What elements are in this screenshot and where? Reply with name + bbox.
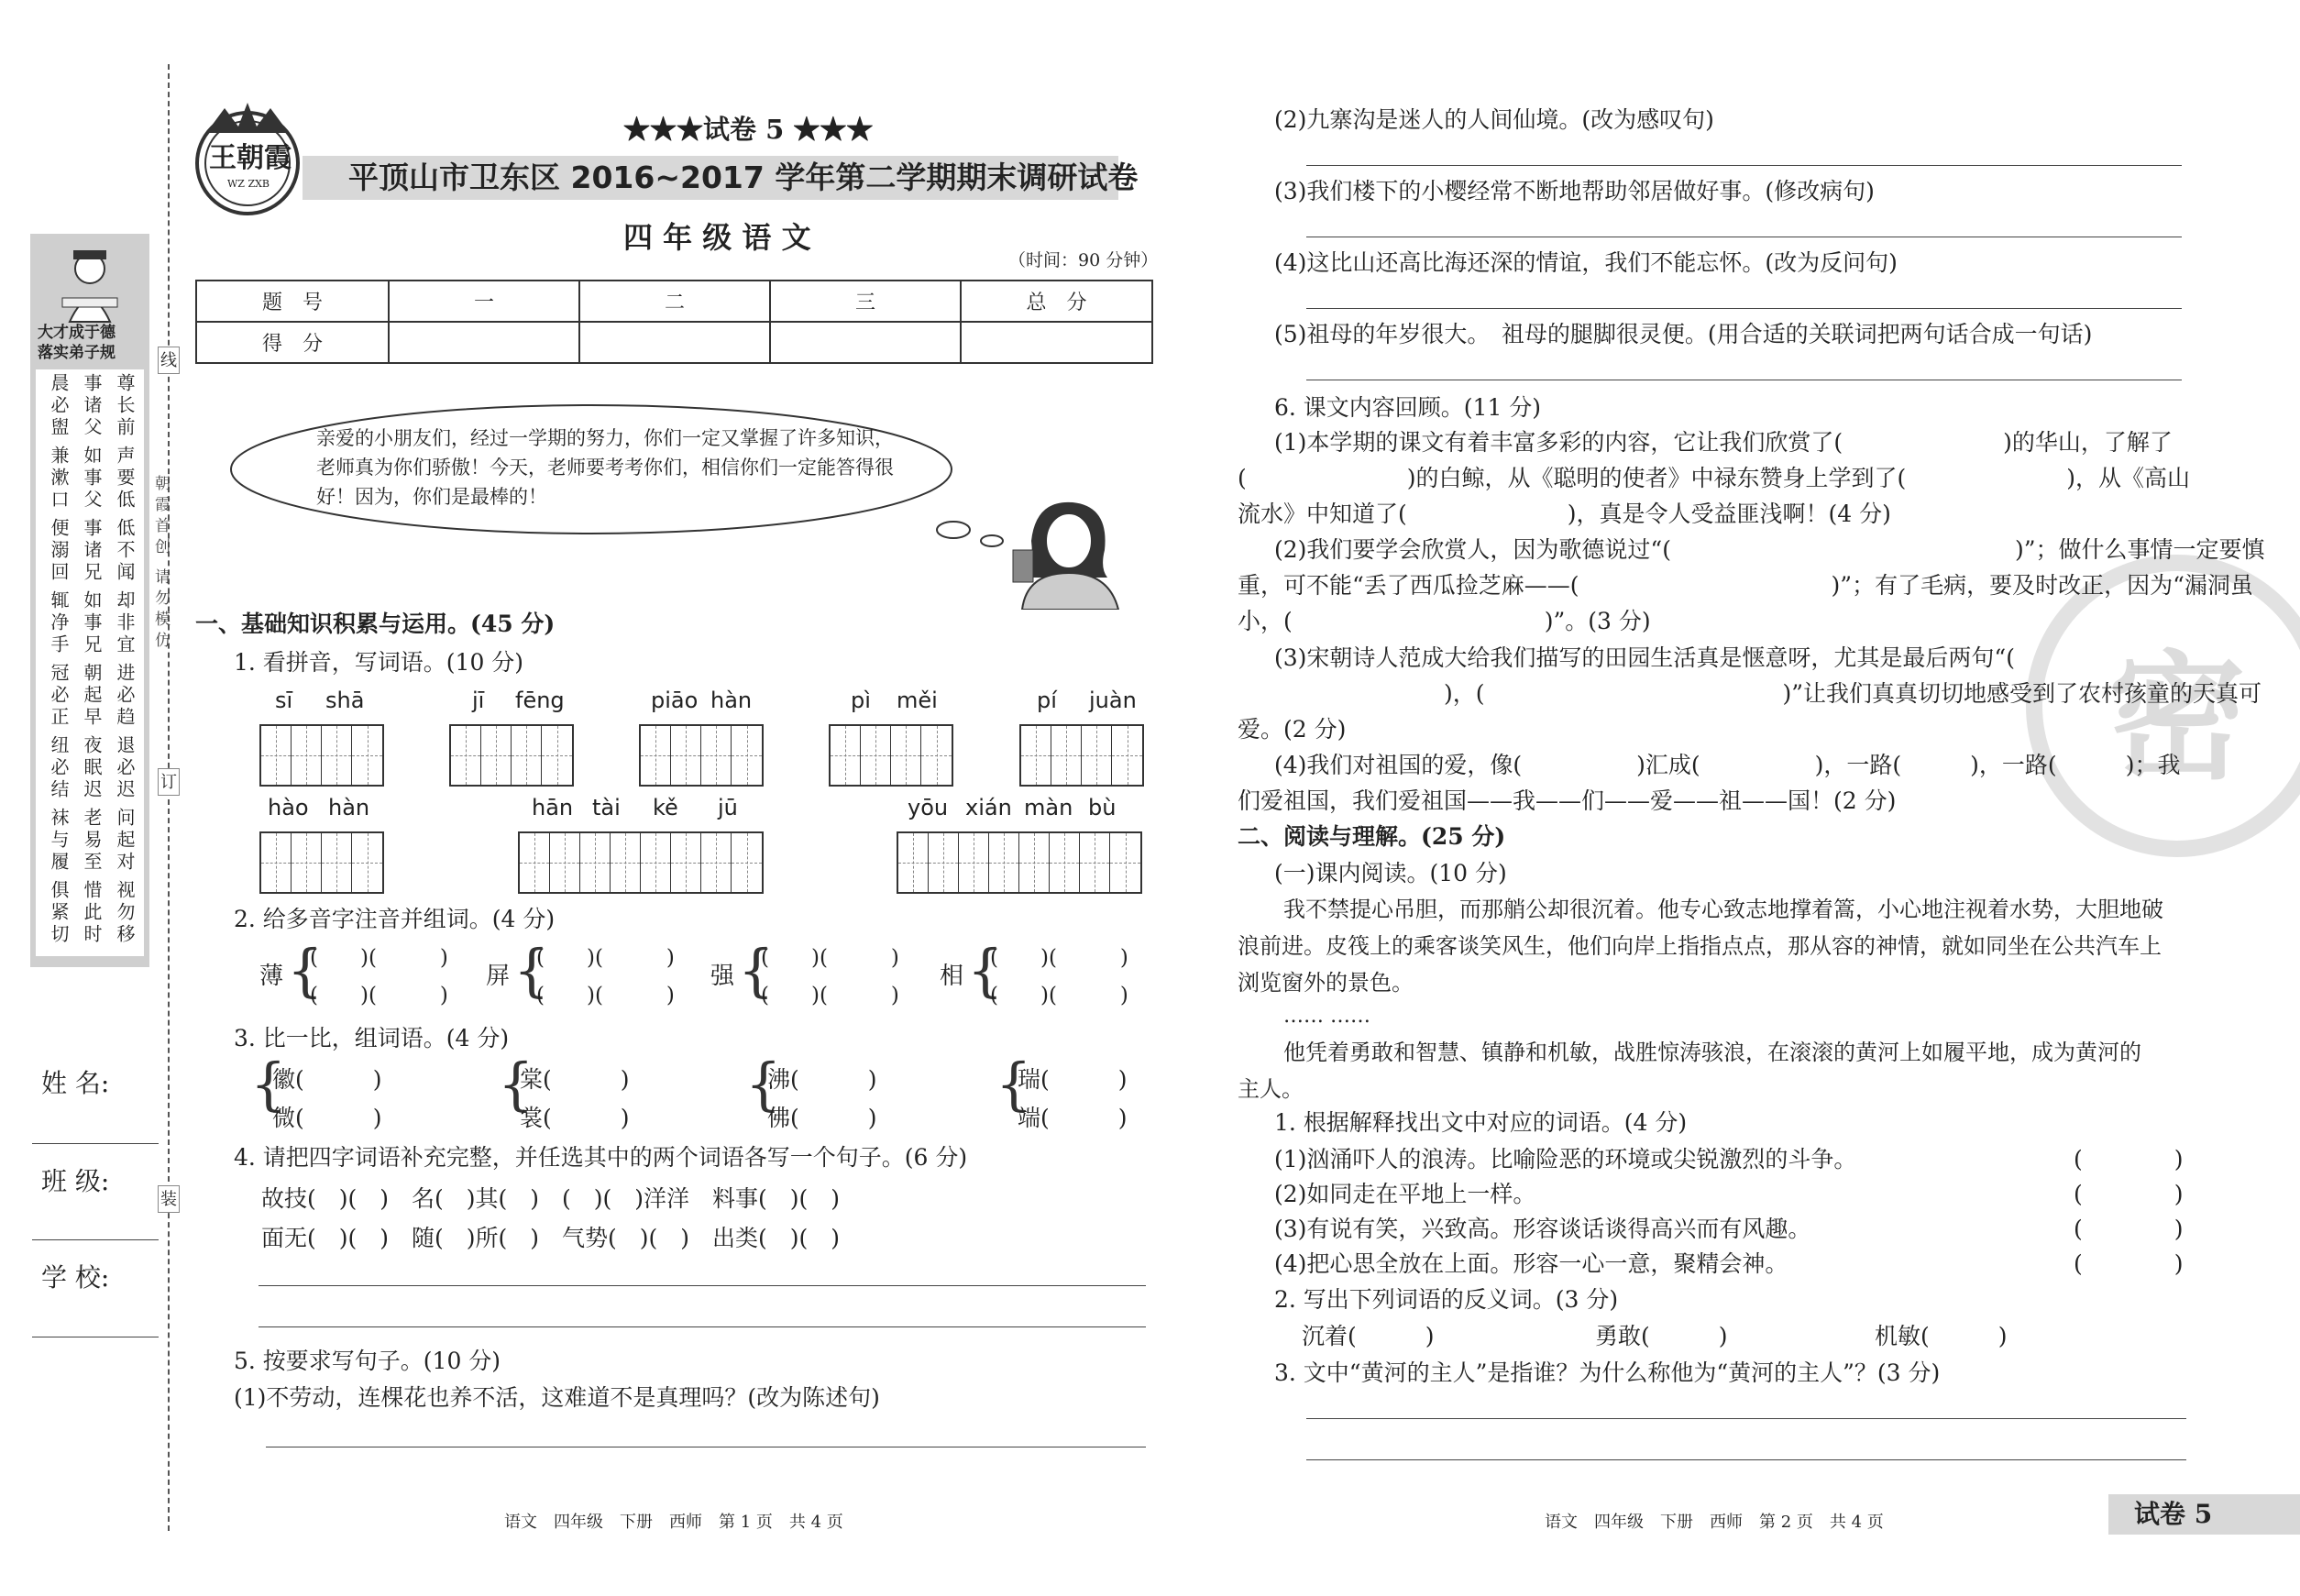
- q4-line-b[interactable]: 面无( )( ) 随( )所( ) 气势( )( ) 出类( )( ): [261, 1225, 841, 1251]
- polyphone-char-2: 强: [710, 963, 735, 990]
- q5-5: (5)祖母的年岁很大。 祖母的腿脚很灵便。(用合适的关联词把两句话合成一句话): [1274, 321, 2093, 347]
- grid-cell[interactable]: [352, 833, 382, 892]
- pinyin-13: tài: [592, 795, 621, 820]
- grid-cell[interactable]: [732, 833, 762, 892]
- q6-prompt: 6. 课文内容回顾。(11 分): [1274, 394, 1542, 421]
- sidebar-panel: [30, 234, 149, 967]
- grid-cell[interactable]: [671, 833, 701, 892]
- q3-prompt: 3. 比一比，组词语。(4 分): [234, 1025, 510, 1051]
- rule-text-22: 惜此时: [81, 880, 103, 946]
- grid-cell[interactable]: [831, 726, 861, 785]
- grid-cell[interactable]: [891, 726, 921, 785]
- exam-title: 平顶山市卫东区 2016~2017 学年第二学期期末调研试卷: [348, 160, 1139, 195]
- pinyin-5: hàn: [710, 688, 753, 713]
- grid-cell[interactable]: [292, 726, 322, 785]
- grid-cell[interactable]: [989, 833, 1019, 892]
- grid-cell[interactable]: [1051, 726, 1082, 785]
- rule-text-8: 低不闻: [114, 518, 136, 584]
- rq3-answer-2[interactable]: [1306, 1459, 2186, 1460]
- rq2-prompt: 2. 写出下列词语的反义词。(3 分): [1274, 1286, 1619, 1313]
- char-grid-2[interactable]: [639, 724, 764, 787]
- binding-line: [168, 64, 170, 1531]
- grid-cell[interactable]: [451, 726, 481, 785]
- stars-label: ★★★试卷 5 ★★★: [623, 114, 874, 145]
- char-grid-6[interactable]: [518, 831, 764, 894]
- q6-1-line2[interactable]: ( )的白鲸，从《聪明的使者》中禄东赞身上学到了( )，从《高山: [1238, 465, 2191, 491]
- q6-3-line1[interactable]: (3)宋朝诗人范成大给我们描写的田园生活真是惬意呀，尤其是最后两句“(: [1274, 644, 2015, 671]
- rq1-3: (3)有说有笑，兴致高。形容谈话谈得高兴而有风趣。: [1274, 1216, 1811, 1242]
- q5-1: (1)不劳动，连棵花也养不活，这难道不是真理吗？(改为陈述句): [234, 1384, 880, 1411]
- grid-cell[interactable]: [481, 726, 512, 785]
- q1-prompt: 1. 看拼音，写词语。(10 分): [234, 649, 524, 676]
- pinyin-0: sī: [275, 688, 293, 713]
- grid-cell[interactable]: [1021, 726, 1051, 785]
- pinyin-9: juàn: [1089, 688, 1137, 713]
- grid-cell[interactable]: [261, 726, 292, 785]
- char-grid-3[interactable]: [829, 724, 953, 787]
- pinyin-11: hàn: [328, 795, 370, 820]
- q6-4-line2: 们爱祖国，我们爱祖国——我——们——爱——祖——国！(2 分): [1238, 787, 1897, 814]
- grid-cell[interactable]: [261, 833, 292, 892]
- rule-text-12: 冠必正: [48, 663, 70, 729]
- antonym-2[interactable]: 勇敢( ): [1595, 1323, 1728, 1349]
- polyphone-char-0: 薄: [259, 963, 284, 990]
- section2-heading: 二、阅读与理解。(25 分): [1238, 823, 1506, 850]
- grid-cell[interactable]: [732, 726, 762, 785]
- polyphone-answer-1-a[interactable]: ( )( ): [536, 946, 675, 970]
- q2-prompt: 2. 给多音字注音并组词。(4 分): [234, 906, 556, 932]
- compare-4[interactable]: 沸( ): [767, 1066, 877, 1093]
- reading-1-heading: (一)课内阅读。(10 分): [1274, 860, 1507, 886]
- q6-3-line2[interactable]: )，( )”让我们真真切切地感受到了农村孩童的天真可: [1238, 680, 2262, 707]
- compare-1[interactable]: 微( ): [272, 1105, 382, 1131]
- name-line[interactable]: [32, 1143, 159, 1144]
- char-grid-1[interactable]: [449, 724, 574, 787]
- q4-answer-1[interactable]: [259, 1285, 1146, 1286]
- pinyin-8: pí: [1037, 688, 1057, 713]
- q6-1-line3[interactable]: 流水》中知道了( )，真是令人受益匪浅啊！(4 分): [1238, 501, 1891, 527]
- antonym-1[interactable]: 沉着( ): [1302, 1323, 1435, 1349]
- score-head-3: 三: [770, 281, 961, 322]
- pinyin-2: jī: [472, 688, 485, 713]
- brace-icon: {: [745, 1051, 782, 1117]
- rq1-1-answer[interactable]: ( ): [2074, 1146, 2184, 1172]
- score-cell-2[interactable]: [579, 322, 770, 363]
- grid-cell[interactable]: [542, 726, 572, 785]
- polyphone-answer-2-a[interactable]: ( )( ): [761, 946, 899, 970]
- rule-text-23: 视勿移: [114, 880, 136, 946]
- q5-2: (2)九寨沟是迷人的人间仙境。(改为感叹句): [1274, 106, 1714, 133]
- left-footer: 语文 四年级 下册 西师 第 1 页 共 4 页: [504, 1513, 843, 1532]
- q4-line-a[interactable]: 故技( )( ) 名( )其( ) ( )( )洋洋 料事( )( ): [261, 1185, 841, 1212]
- pinyin-6: pì: [851, 688, 871, 713]
- passage-line-3: 浏览窗外的景色。: [1238, 970, 1414, 996]
- rule-text-7: 事诸兄: [81, 518, 103, 584]
- grid-cell[interactable]: [322, 833, 352, 892]
- brace-icon: {: [287, 937, 324, 1004]
- rule-text-3: 兼漱口: [48, 446, 70, 512]
- pinyin-19: bù: [1088, 795, 1117, 820]
- pinyin-16: yōu: [908, 795, 949, 820]
- compare-6[interactable]: 瑞( ): [1018, 1066, 1128, 1093]
- copyright-1: 朝霞首创: [151, 475, 170, 559]
- q5-4: (4)这比山还高比海还深的情谊，我们不能忘怀。(改为反问句): [1274, 249, 1898, 276]
- grid-cell[interactable]: [898, 833, 929, 892]
- score-head-2: 二: [579, 281, 770, 322]
- grid-cell[interactable]: [929, 833, 959, 892]
- class-line[interactable]: [32, 1239, 159, 1240]
- passage-line-2: 浪前进。皮筏上的乘客谈笑风生，他们向岸上指指点点，那从容的神情，就如同坐在公共汽车上: [1238, 933, 2162, 959]
- rule-text-13: 朝起早: [81, 663, 103, 729]
- grid-cell[interactable]: [322, 726, 352, 785]
- score-table: [195, 280, 1153, 364]
- class-label: 班 级:: [41, 1166, 110, 1196]
- brace-icon: {: [996, 1051, 1032, 1117]
- rule-text-19: 老易至: [81, 808, 103, 874]
- passage-ellipsis: …… ……: [1283, 1005, 1370, 1028]
- score-head-1: 一: [389, 281, 579, 322]
- q5-3: (3)我们楼下的小樱经常不断地帮助邻居做好事。(修改病句): [1274, 178, 1875, 204]
- char-grid-0[interactable]: [259, 724, 384, 787]
- grid-cell[interactable]: [611, 833, 641, 892]
- polyphone-answer-2-b[interactable]: ( )( ): [761, 984, 899, 1007]
- teacher-icon: [1008, 495, 1128, 610]
- rule-text-17: 退必迟: [114, 735, 136, 801]
- pinyin-14: kě: [653, 795, 678, 820]
- rule-text-20: 问起对: [114, 808, 136, 874]
- passage-line-1: 我不禁提心吊胆，而那艄公却很沉着。他专心致志地撑着篙，小心地注视着水势，大胆地破: [1283, 897, 2163, 922]
- score-cell-1[interactable]: [389, 322, 579, 363]
- brace-icon: {: [738, 937, 775, 1004]
- motto-2: 落实弟子规: [38, 344, 116, 362]
- corner-label: 试卷 5: [2134, 1499, 2213, 1529]
- grid-cell[interactable]: [1082, 726, 1112, 785]
- q6-1-line1[interactable]: (1)本学期的课文有着丰富多彩的内容，它让我们欣赏了( )的华山，了解了: [1274, 429, 2173, 456]
- grid-cell[interactable]: [580, 833, 611, 892]
- polyphone-answer-3-b[interactable]: ( )( ): [990, 984, 1128, 1007]
- rule-text-14: 进必趋: [114, 663, 136, 729]
- rule-text-9: 辄净手: [48, 590, 70, 656]
- grid-cell[interactable]: [292, 833, 322, 892]
- watermark-seal: 密: [2026, 555, 2300, 857]
- rule-text-10: 如事兄: [81, 590, 103, 656]
- polyphone-char-3: 相: [940, 963, 964, 990]
- rule-text-18: 袜与履: [48, 808, 70, 874]
- seal-mark-top: 线: [158, 347, 180, 374]
- q6-2-line1[interactable]: (2)我们要学会欣赏人，因为歌德说过“( )”；做什么事情一定要慎: [1274, 536, 2265, 563]
- polyphone-answer-1-b[interactable]: ( )( ): [536, 984, 675, 1007]
- rule-text-6: 便溺回: [48, 518, 70, 584]
- grid-cell[interactable]: [352, 726, 382, 785]
- logo-sub: WZ ZXB: [227, 178, 270, 190]
- pinyin-7: měi: [897, 688, 938, 713]
- rule-text-0: 晨必盥: [48, 373, 70, 439]
- pinyin-10: hào: [268, 795, 309, 820]
- char-grid-4[interactable]: [1019, 724, 1144, 787]
- brace-icon: {: [513, 937, 550, 1004]
- score-cell-total[interactable]: [961, 322, 1152, 363]
- grid-cell[interactable]: [1050, 833, 1080, 892]
- rq1-1: (1)汹涌吓人的浪涛。比喻险恶的环境或尖锐激烈的斗争。: [1274, 1146, 1857, 1172]
- score-cell-3[interactable]: [770, 322, 961, 363]
- scholar-icon: [53, 241, 127, 324]
- rule-text-15: 纽必结: [48, 735, 70, 801]
- grid-cell[interactable]: [671, 726, 701, 785]
- seal-mark-bot: 装: [158, 1185, 180, 1213]
- rq1-2: (2)如同走在平地上一样。: [1274, 1181, 1536, 1207]
- pinyin-4: piāo: [651, 688, 699, 713]
- grid-cell[interactable]: [520, 833, 550, 892]
- grid-cell[interactable]: [921, 726, 952, 785]
- grid-cell[interactable]: [641, 833, 671, 892]
- rule-text-11: 却非宜: [114, 590, 136, 656]
- passage-line-5: 主人。: [1238, 1076, 1304, 1102]
- rq3-answer-1[interactable]: [1306, 1418, 2186, 1419]
- q5-2-answer[interactable]: [1306, 165, 2182, 166]
- polyphone-answer-3-a[interactable]: ( )( ): [990, 946, 1128, 970]
- polyphone-answer-0-b[interactable]: ( )( ): [310, 984, 448, 1007]
- pinyin-17: xián: [965, 795, 1012, 820]
- rule-text-21: 俱紧切: [48, 880, 70, 946]
- q5-4-answer[interactable]: [1306, 308, 2182, 309]
- grid-cell[interactable]: [1112, 726, 1142, 785]
- rule-text-4: 如事父: [81, 446, 103, 512]
- seal-mark-mid: 订: [158, 768, 180, 796]
- q6-4-line1[interactable]: (4)我们对祖国的爱，像( )汇成( )，一路( )，一路( )；我: [1274, 752, 2181, 778]
- rq1-2-answer[interactable]: ( ): [2074, 1181, 2184, 1207]
- score-row-label: 得 分: [196, 322, 389, 363]
- school-label: 学 校:: [41, 1262, 110, 1293]
- rule-text-16: 夜眠迟: [81, 735, 103, 801]
- brace-icon: {: [967, 937, 1004, 1004]
- motto-1: 大才成于德: [38, 324, 116, 342]
- q4-answer-2[interactable]: [259, 1326, 1146, 1327]
- polyphone-answer-0-a[interactable]: ( )( ): [310, 946, 448, 970]
- rq3-prompt: 3. 文中“黄河的主人”是指谁？为什么称他为“黄河的主人”？(3 分): [1274, 1359, 1941, 1386]
- rq1-prompt: 1. 根据解释找出文中对应的词语。(4 分): [1274, 1109, 1688, 1136]
- q6-2-line3[interactable]: 小，( )”。(3 分): [1238, 608, 1651, 634]
- q6-2-line2[interactable]: 重，可不能“丢了西瓜捡芝麻——( )”；有了毛病，要及时改正，因为“漏洞虽: [1238, 572, 2253, 599]
- copyright-2: 请勿模仿: [151, 568, 170, 653]
- grid-cell[interactable]: [641, 726, 671, 785]
- pinyin-15: jū: [718, 795, 738, 820]
- pinyin-12: hān: [532, 795, 574, 820]
- char-grid-5[interactable]: [259, 831, 384, 894]
- rule-text-1: 事诸父: [81, 373, 103, 439]
- pinyin-1: shā: [325, 688, 365, 713]
- compare-5[interactable]: 佛( ): [767, 1105, 877, 1131]
- score-head-4: 总 分: [961, 281, 1152, 322]
- grid-cell[interactable]: [550, 833, 580, 892]
- grid-cell[interactable]: [701, 726, 732, 785]
- rules-columns: [41, 373, 142, 951]
- antonym-3[interactable]: 机敏( ): [1875, 1323, 2008, 1349]
- q5-prompt: 5. 按要求写句子。(10 分): [234, 1348, 501, 1374]
- compare-7[interactable]: 端( ): [1018, 1105, 1128, 1131]
- grid-cell[interactable]: [1080, 833, 1110, 892]
- compare-2[interactable]: 棠( ): [520, 1066, 630, 1093]
- score-head-0: 题 号: [196, 281, 389, 322]
- subject-title: 四 年 级 语 文: [623, 220, 811, 255]
- grid-cell[interactable]: [701, 833, 732, 892]
- grid-cell[interactable]: [861, 726, 891, 785]
- grid-cell[interactable]: [959, 833, 989, 892]
- q6-3-line3: 爱。(2 分): [1238, 716, 1347, 743]
- brace-icon: {: [250, 1051, 287, 1117]
- name-label: 姓 名:: [41, 1068, 110, 1098]
- time-label: （时间：90 分钟）: [1008, 250, 1159, 270]
- right-footer: 语文 四年级 下册 西师 第 2 页 共 4 页: [1545, 1513, 1884, 1532]
- brace-icon: {: [498, 1051, 534, 1117]
- q4-prompt: 4. 请把四字词语补充完整，并任选其中的两个词语各写一个句子。(6 分): [234, 1144, 968, 1171]
- compare-3[interactable]: 裳( ): [520, 1105, 630, 1131]
- pinyin-3: fēng: [515, 688, 565, 713]
- speech-text: 亲爱的小朋友们，经过一学期的努力，你们一定又掌握了许多知识，老师真为你们骄傲！今天，老师要考考你们，相信你们一定能答得很好！因为，你们是最棒的！: [316, 427, 894, 508]
- polyphone-char-1: 屏: [486, 963, 511, 990]
- compare-0[interactable]: 徽( ): [272, 1066, 382, 1093]
- pinyin-18: màn: [1024, 795, 1073, 820]
- rq1-3-answer[interactable]: ( ): [2074, 1216, 2184, 1242]
- char-grid-7[interactable]: [897, 831, 1142, 894]
- rule-text-2: 尊长前: [114, 373, 136, 439]
- grid-cell[interactable]: [512, 726, 542, 785]
- grid-cell[interactable]: [1110, 833, 1140, 892]
- grid-cell[interactable]: [1019, 833, 1050, 892]
- rq1-4: (4)把心思全放在上面。形容一心一意，聚精会神。: [1274, 1250, 1788, 1277]
- logo-text: 王朝霞: [209, 142, 292, 174]
- passage-line-4: 他凭着勇敢和智慧、镇静和机敏，战胜惊涛骇浪，在滚滚的黄河上如履平地，成为黄河的: [1283, 1040, 2141, 1065]
- rule-text-5: 声要低: [114, 446, 136, 512]
- rq1-4-answer[interactable]: ( ): [2074, 1250, 2184, 1277]
- section1-heading: 一、基础知识积累与运用。(45 分): [195, 611, 556, 637]
